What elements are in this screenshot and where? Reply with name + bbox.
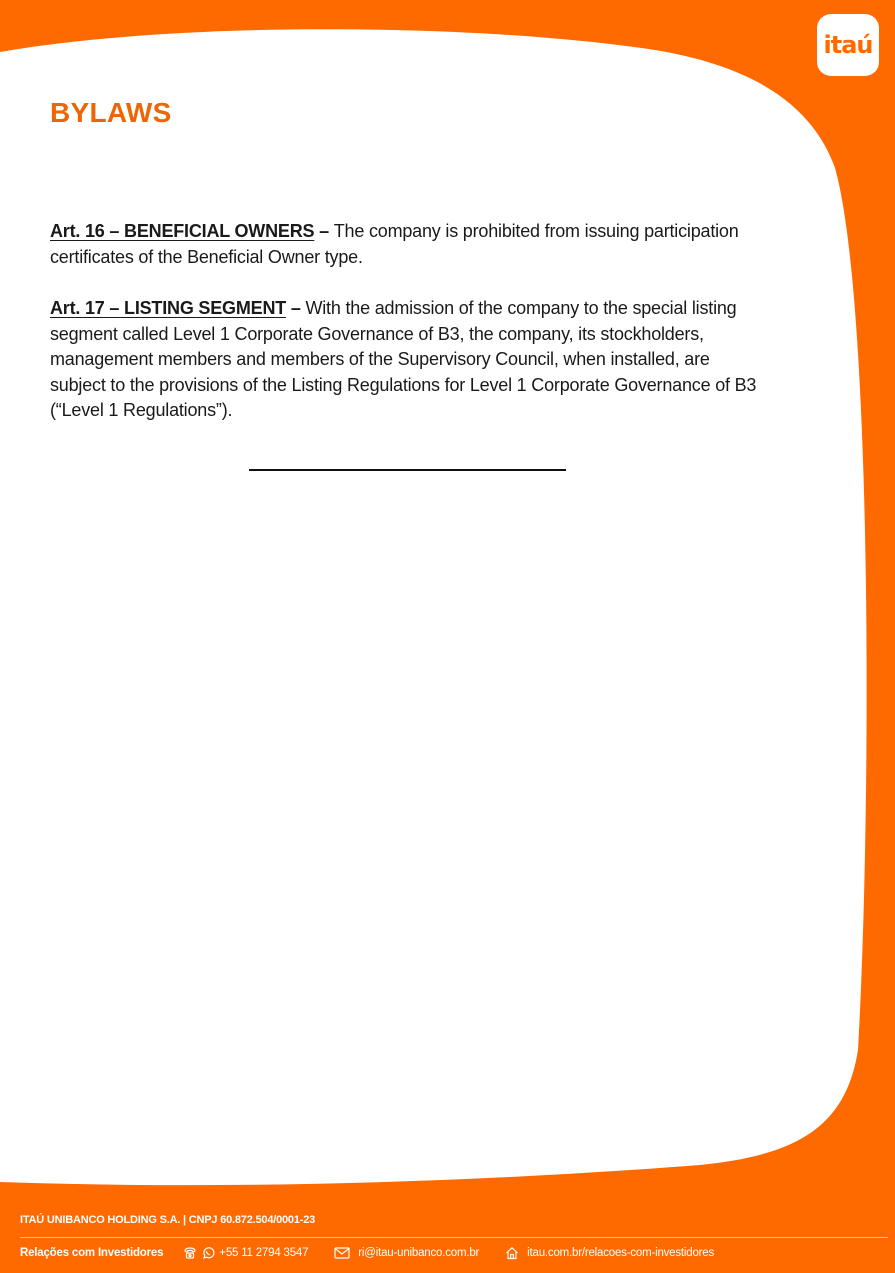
article-17-heading: Art. 17 – LISTING SEGMENT <box>50 298 287 318</box>
phone-icon <box>183 1246 197 1260</box>
article-16-body: The company is prohibited from issuing participation certificates of the Beneficial Owner type. <box>50 221 739 267</box>
footer-website[interactable]: itau.com.br/relacoes-com-investidores <box>527 1247 715 1259</box>
article-16-heading: Art. 16 – BENEFICIAL OWNERS <box>50 221 315 241</box>
page-title: BYLAWS <box>50 97 172 128</box>
article-16-dash: – <box>314 221 334 241</box>
home-icon <box>505 1246 519 1260</box>
footer-contacts <box>20 1243 714 1263</box>
logo-text: itaú <box>823 31 873 59</box>
footer-phone[interactable]: +55 11 2794 3547 <box>219 1247 309 1259</box>
footer-email[interactable]: ri@itau-unibanco.com.br <box>358 1247 480 1259</box>
footer-ir-label: Relações com Investidores <box>20 1247 164 1259</box>
whatsapp-icon <box>201 1246 215 1260</box>
footer-divider <box>20 1237 888 1238</box>
end-separator-line <box>249 469 566 471</box>
article-17-body: With the admission of the company to the special listing segment called Level 1 Corporate Governance of B3, the company, its stockholders, management members and members of the Supervisory Council, when installed, are subject to the provisions of the Listing Regulations for Level 1 Corporate Governance of B3 (“Level 1 Regulations”). <box>50 298 757 420</box>
article-17 <box>50 296 765 424</box>
article-16 <box>50 219 765 270</box>
white-page-panel <box>0 29 867 1185</box>
footer-company: ITAÚ UNIBANCO HOLDING S.A. | CNPJ 60.872.504/0001-23 <box>20 1214 316 1226</box>
article-17-dash: – <box>286 298 306 318</box>
itau-logo <box>817 14 879 76</box>
email-icon <box>334 1247 350 1259</box>
